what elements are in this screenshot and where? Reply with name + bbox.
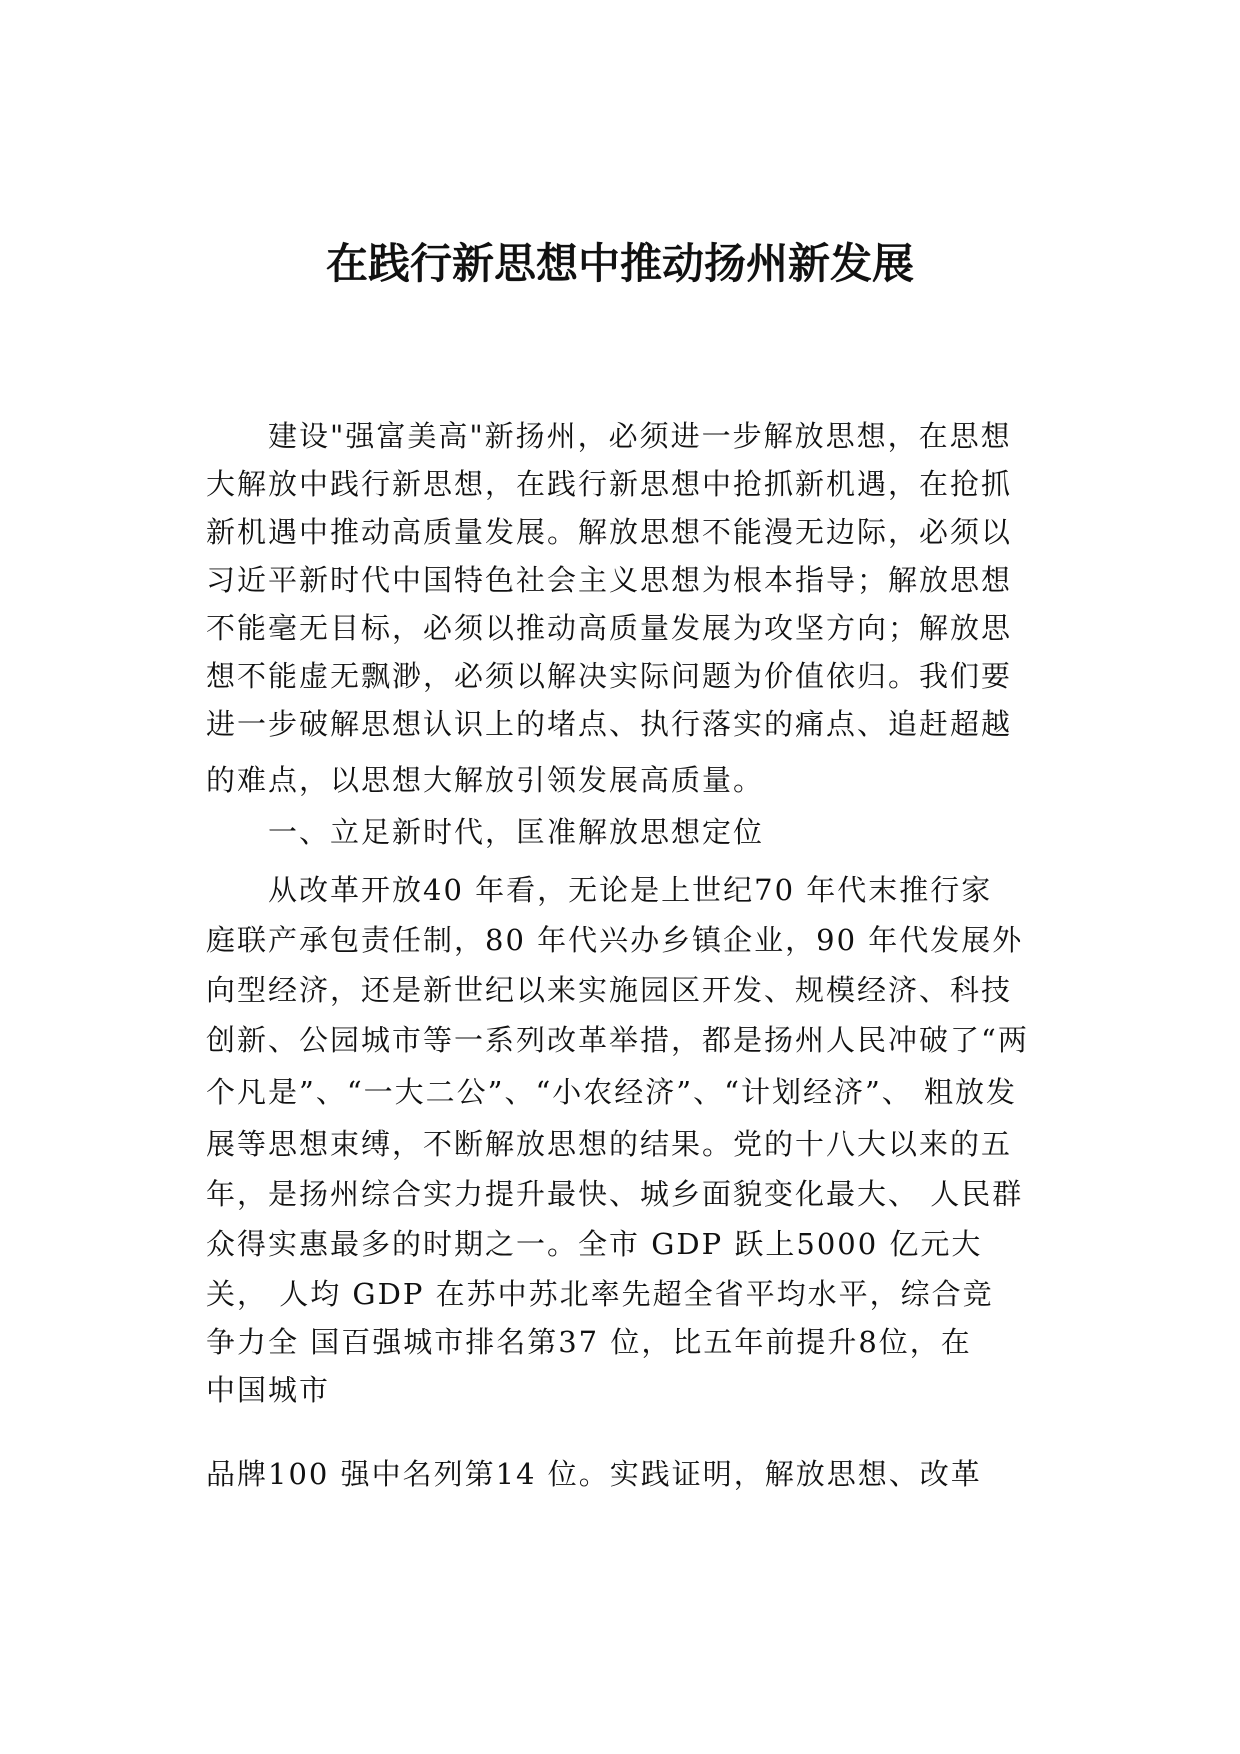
paragraph-line: 中国城市 bbox=[206, 1373, 331, 1407]
document-title: 在践行新思想中推动扬州新发展 bbox=[325, 239, 914, 288]
section-heading: 一、立足新时代，匡准解放思想定位 bbox=[268, 815, 765, 849]
paragraph-line: 年，是扬州综合实力提升最快、城乡面貌变化最大、 人民群 bbox=[206, 1177, 1024, 1211]
paragraph-line: 争力全 国百强城市排名第37 位，比五年前提升8位，在 bbox=[206, 1325, 972, 1359]
paragraph-line: 不能毫无目标，必须以推动高质量发展为攻坚方向；解放思 bbox=[206, 611, 1013, 645]
paragraph-line: 个凡是”、“一大二公”、“小农经济”、“计划经济”、 粗放发 bbox=[206, 1075, 1017, 1109]
paragraph-line: 众得实惠最多的时期之一。全市 GDP 跃上5000 亿元大 bbox=[206, 1227, 983, 1261]
paragraph-line: 的难点，以思想大解放引领发展高质量。 bbox=[206, 763, 765, 797]
paragraph-line: 大解放中践行新思想，在践行新思想中抢抓新机遇，在抢抓 bbox=[206, 467, 1013, 501]
paragraph-line: 建设"强富美高"新扬州，必须进一步解放思想，在思想 bbox=[268, 419, 1012, 453]
paragraph-line: 习近平新时代中国特色社会主义思想为根本指导；解放思想 bbox=[206, 563, 1013, 597]
paragraph-line: 品牌100 强中名列第14 位。实践证明，解放思想、改革 bbox=[206, 1457, 982, 1491]
paragraph-line: 庭联产承包责任制，80 年代兴办乡镇企业，90 年代发展外 bbox=[206, 923, 1024, 957]
paragraph-line: 关， 人均 GDP 在苏中苏北率先超全省平均水平，综合竞 bbox=[206, 1277, 994, 1311]
paragraph-line: 想不能虚无飘渺，必须以解决实际问题为价值依归。我们要 bbox=[206, 659, 1013, 693]
paragraph-line: 进一步破解思想认识上的堵点、执行落实的痛点、追赶超越 bbox=[206, 707, 1013, 741]
paragraph-line: 创新、公园城市等一系列改革举措，都是扬州人民冲破了“两 bbox=[206, 1023, 1029, 1057]
paragraph-line: 向型经济，还是新世纪以来实施园区开发、规模经济、科技 bbox=[206, 973, 1013, 1007]
paragraph-line: 新机遇中推动高质量发展。解放思想不能漫无边际，必须以 bbox=[206, 515, 1013, 549]
paragraph-line: 从改革开放40 年看，无论是上世纪70 年代末推行家 bbox=[268, 873, 993, 907]
paragraph-line: 展等思想束缚，不断解放思想的结果。党的十八大以来的五 bbox=[206, 1127, 1013, 1161]
